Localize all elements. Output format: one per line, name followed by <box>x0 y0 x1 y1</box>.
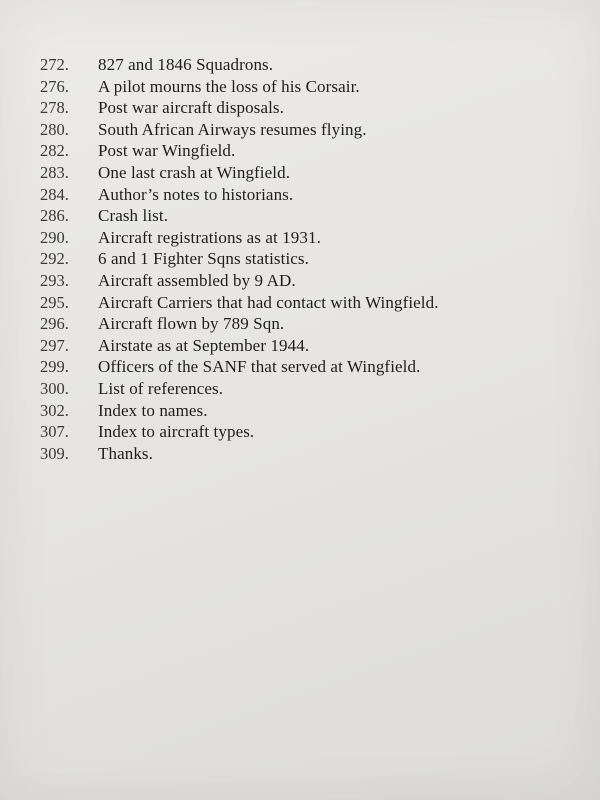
toc-entry-title: Crash list. <box>98 206 169 226</box>
toc-entry-title: Aircraft flown by 789 Sqn. <box>98 314 285 334</box>
toc-page-number: 296. <box>40 314 69 334</box>
toc-entry-title: Post war Wingfield. <box>98 141 236 161</box>
toc-entry-title: Post war aircraft disposals. <box>98 98 284 118</box>
toc-page-number: 283. <box>40 162 69 182</box>
toc-entry <box>40 76 580 98</box>
toc-entry <box>40 119 580 141</box>
toc-entry-title: 827 and 1846 Squadrons. <box>98 55 274 74</box>
toc-page-number: 282. <box>40 141 69 161</box>
toc-entry <box>40 140 580 162</box>
toc-entry <box>40 97 580 119</box>
toc-entry-title: Aircraft registrations as at 1931. <box>98 227 321 247</box>
toc-entry <box>40 270 580 292</box>
toc-page-number: 278. <box>40 98 69 118</box>
toc-page-number: 309. <box>40 443 69 463</box>
toc-entry <box>40 313 580 335</box>
toc-page-number: 299. <box>40 357 69 377</box>
toc-page-number: 307. <box>40 422 69 442</box>
toc-entry <box>40 184 580 206</box>
toc-page-number: 293. <box>40 270 69 290</box>
toc-entry <box>40 400 580 422</box>
toc-page-number: 284. <box>40 184 69 204</box>
toc-entry-title: Airstate as at September 1944. <box>98 335 310 355</box>
toc-page-number: 292. <box>40 249 69 269</box>
toc-page-number: 272. <box>40 55 69 74</box>
toc-entry-title: 6 and 1 Fighter Sqns statistics. <box>98 249 309 269</box>
toc-page-number: 295. <box>40 292 69 312</box>
toc-entry-title: List of references. <box>98 378 224 398</box>
toc-page-number: 302. <box>40 400 69 420</box>
toc-entry-title: Officers of the SANF that served at Wingfield. <box>98 357 421 377</box>
toc-page-number: 276. <box>40 76 69 96</box>
toc-page-number: 280. <box>40 119 69 139</box>
toc-entry <box>40 205 580 227</box>
toc-entry-title: South African Airways resumes flying. <box>98 119 367 139</box>
toc-page-number: 297. <box>40 335 69 355</box>
toc-entry <box>40 162 580 184</box>
toc-entry <box>40 248 580 270</box>
toc-entry-title: Thanks. <box>98 443 153 463</box>
toc-entry <box>40 356 580 378</box>
table-of-contents <box>40 54 580 464</box>
toc-entry <box>40 335 580 357</box>
toc-entry-title: Index to names. <box>98 400 208 420</box>
toc-page-number: 286. <box>40 206 69 226</box>
toc-entry <box>40 54 580 76</box>
toc-page-number: 290. <box>40 227 69 247</box>
toc-entry <box>40 227 580 249</box>
toc-entry-title: Aircraft assembled by 9 AD. <box>98 270 296 290</box>
toc-entry-title: Index to aircraft types. <box>98 422 255 442</box>
toc-entry <box>40 421 580 443</box>
toc-entry-title: A pilot mourns the loss of his Corsair. <box>98 76 360 96</box>
toc-page-number: 300. <box>40 378 69 398</box>
toc-entry-title: Aircraft Carriers that had contact with Wingfield. <box>98 292 439 312</box>
toc-entry-title: One last crash at Wingfield. <box>98 162 291 182</box>
toc-entry-title: Author’s notes to historians. <box>98 184 294 204</box>
toc-entry <box>40 292 580 314</box>
toc-entry <box>40 378 580 400</box>
toc-entry <box>40 443 580 465</box>
